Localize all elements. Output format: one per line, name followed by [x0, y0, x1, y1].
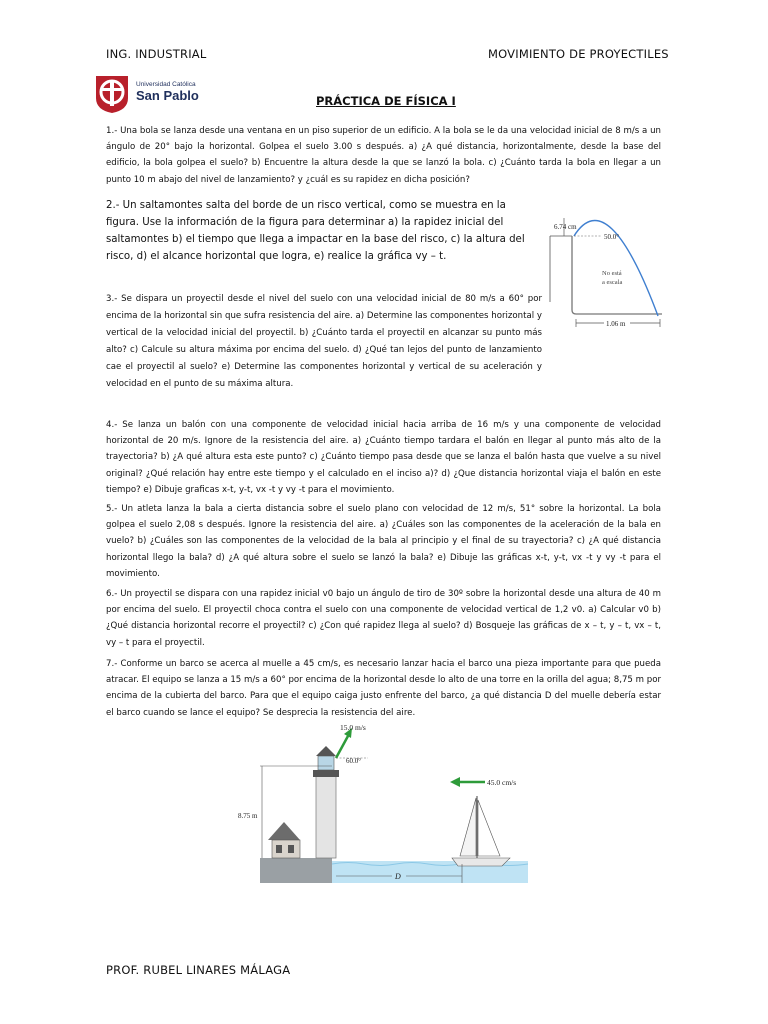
problem-1-text: 1.- Una bola se lanza desde una ventana en un piso superior de un edificio. A la bola se le da una velocidad inicial de 8 m/s a un ángulo de 20° bajo la horizontal. Golpea el suelo 3.00 s después. a) ¿A qué distancia, horizontalmente, desde la base del edificio, la bola golpea el suelo? b) Encuentre la altura desde la que se lanzó la bola. c) ¿Cuánto tarda la bola en llegar a un punto 10 m abajo del nivel de lanzamiento? y ¿cuál es su rapidez en dicha posición? [106, 126, 661, 185]
lighthouse-tower [316, 776, 336, 858]
logo-big-text: San Pablo [136, 88, 199, 103]
problem-4-text: 4.- Se lanza un balón con una componente de velocidad inicial hacia arriba de 16 m/s y una componente de velocidad horizontal de 20 m/s. Ignore de la resistencia del aire. a) ¿Cuánto tiempo tardara el balón en llegar al punto más alto de la trayectoria? b) ¿A qué altura esta este punto? c) ¿Cuánto tiempo pasa desde que se lanza el balón hasta que vuelve a su nivel original? ¿Qué relación hay entre este tiempo y el calculado en el inciso a)? d) ¿Que distancia horizontal viaja el balón en este tiempo? e) Dibuje graficas x-t, y-t, vx -t y vy -t para el movimiento. [106, 420, 661, 495]
distance-label: D [395, 872, 401, 881]
lighthouse-balcony [313, 770, 339, 777]
launch-angle-label: 60.0° [346, 757, 362, 765]
lighthouse-figure [238, 718, 528, 898]
problem-6-text: 6.- Un proyectil se dispara con una rapidez inicial v0 bajo un ángulo de tiro de 30º sobre la horizontal desde una altura de 40 m por encima del suelo. El proyectil choca contra el suelo con una componente de velocidad vertical de 1,2 v0. a) Calcular v0 b) ¿Qué distancia horizontal recorre el proyectil? c) ¿Con qué rapidez llega al suelo? d) Bosqueje las gráficas de x – t, y – t, vx – t, vy – t para el proyectil. [106, 589, 661, 648]
problem-7-text: 7.- Conforme un barco se acerca al muelle a 45 cm/s, es necesario lanzar hacia el barco una pieza importante para que pueda atracar. El equipo se lanza a 15 m/s a 60° por encima de la horizontal desde lo alto de una torre en la orilla del agua; 8,75 m por encima de la cubierta del barco. Para que el equipo caiga justo enfrente del barco, ¿a qué distancia D del muelle debería estar el barco cuando se lance el equipo? Se desprecia la resistencia del aire. [106, 659, 661, 718]
scale-note-1: No está [602, 270, 622, 277]
boat-sail-right [478, 800, 500, 856]
page-title: PRÁCTICA DE FÍSICA I [316, 94, 456, 108]
logo-small-text: Universidad Católica [136, 81, 196, 88]
boat-sail-left [460, 798, 476, 856]
ground-block [260, 858, 332, 883]
university-logo [92, 74, 212, 116]
angle-label: 50.0° [604, 233, 620, 241]
launch-speed-label: 15.0 m/s [340, 723, 366, 732]
house-roof [268, 822, 300, 840]
height-label: 6.74 cm [554, 223, 577, 231]
scale-note-2: a escala [602, 279, 623, 286]
boat-hull [452, 858, 510, 866]
launch-arrow [336, 736, 348, 758]
header-right: MOVIMIENTO DE PROYECTILES [488, 47, 669, 61]
problem-3-text: 3.- Se dispara un proyectil desde el nivel del suelo con una velocidad inicial de 80 m/s a 60° por encima de la horizontal sin que sufra resistencia del aire. a) Determine las componentes horizontal y vertical de la velocidad inicial del proyectil. b) ¿Cuánto tarda el proyectil en alcanzar su punto más alto? c) Calcule su altura máxima por encima del suelo. d) ¿Qué tan lejos del punto de lanzamiento cae el proyectil al suelo? e) Determine las componentes horizontal y vertical de su aceleración y velocidad en el punto de su máxima altura. [106, 294, 542, 389]
logo-emblem-icon [92, 74, 132, 114]
problem-2-text: 2.- Un saltamontes salta del borde de un risco vertical, como se muestra en la figura. Use la información de la figura para determinar a) la rapidez inicial del saltamontes b) el tiempo que llega a impactar en la base del risco, c) la altura del risco, d) el alcance horizontal que logra, e) realice la gráfica vy – t. [106, 200, 525, 262]
boat-speed-label: 45.0 cm/s [487, 778, 517, 787]
footer-professor: PROF. RUBEL LINARES MÁLAGA [106, 963, 291, 977]
boat-arrow-head-icon [450, 777, 460, 787]
distance-label: 1.06 m [606, 320, 626, 328]
height-label: 8.75 m [238, 812, 258, 820]
cliff-figure [548, 210, 668, 335]
lighthouse-lamp [318, 756, 334, 770]
problem-5-text: 5.- Un atleta lanza la bala a cierta distancia sobre el suelo plano con velocidad de 12 m/s, 51° sobre la horizontal. La bola golpea el suelo 2,08 s después. Ignore la resistencia del aire. a) ¿Cuáles son las componentes de la aceleración de la bala en vuelo? b) ¿Cuáles son las componentes de la velocidad de la bala al principio y el final de su trayectoria? c) ¿A qué distancia horizontal llego la bala? d) ¿A qué altura sobre el suelo se lanzó la bala? e) Dibuje las gráficas x-t, y-t, vx -t y vy -t para el movimiento. [106, 504, 661, 579]
lighthouse-cap [316, 746, 336, 756]
header-left: ING. INDUSTRIAL [106, 47, 207, 61]
